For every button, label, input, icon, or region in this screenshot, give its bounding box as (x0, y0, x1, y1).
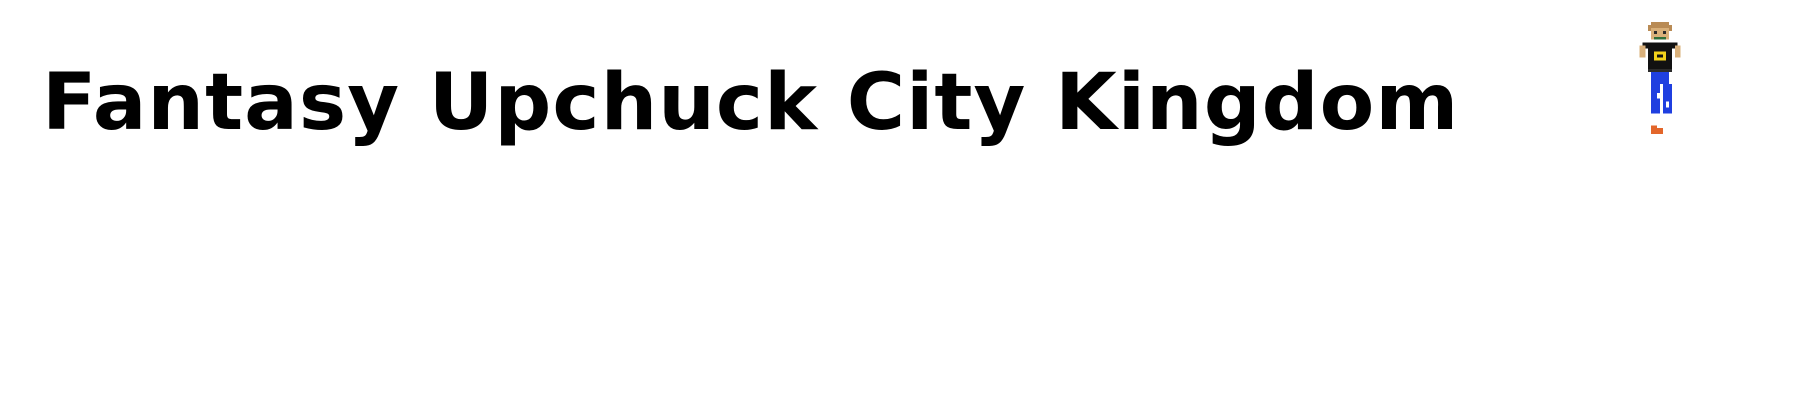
pixel-character-icon (1636, 22, 1684, 140)
page-title: Fantasy Upchuck City Kingdom (42, 58, 1460, 148)
